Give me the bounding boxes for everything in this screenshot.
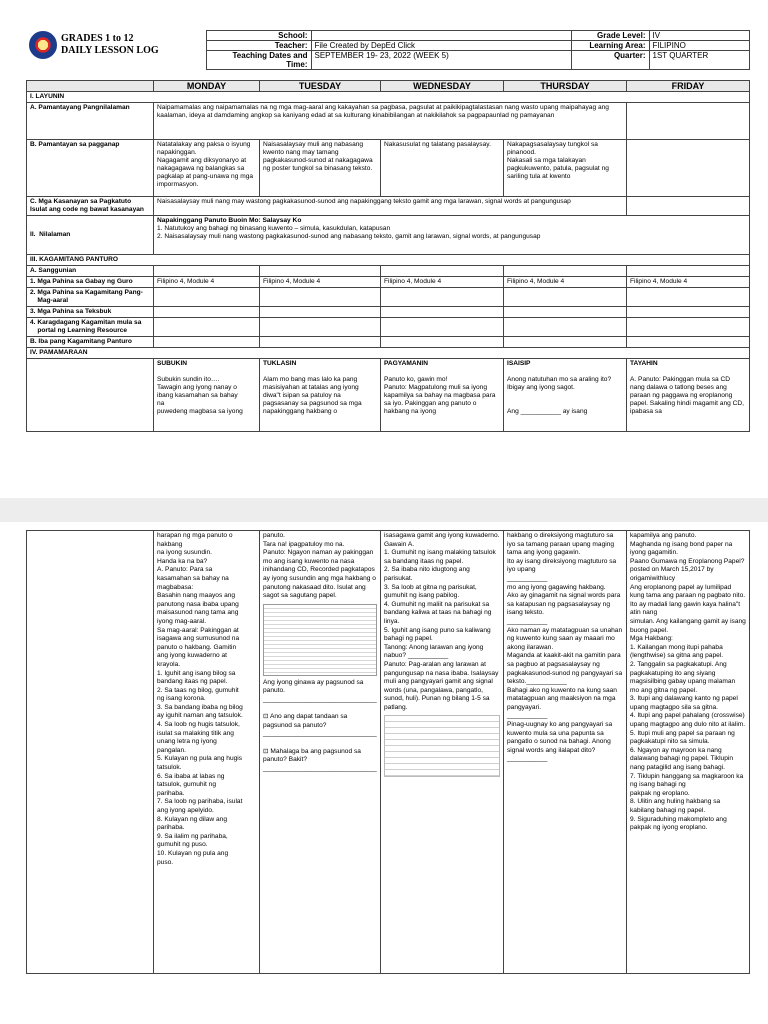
label-pamantayan-pagganap: B. Pamantayan sa pagganap [27,140,154,197]
header-table [26,30,750,70]
day-monday: MONDAY [154,81,260,92]
deped-seal-icon [29,31,57,59]
tayahin-text: A. Panuto: Pakinggan mula sa CD nang dalawa o tatlong beses ang paraan ng paggawa ng eroplanong papel. Sakaling hindi magamit ang CD, ipabasa sa [630,376,746,415]
module-monday: Filipino 4, Module 4 [154,277,260,288]
title-grades: GRADES 1 to 12 [61,32,134,44]
module-wednesday: Filipino 4, Module 4 [381,277,504,288]
pagganap-friday [627,140,750,197]
pagganap-tuesday: Naisasalaysay muli ang nabasang kwento nang may tamang pagkakasunod-sunod at nakagagawa ng poster tungkol sa binasang teksto. [260,140,381,197]
label-kagamitang-mag-aaral: 2. Mga Pahina sa Kagamitang Pang- Mag-aaral [27,288,154,307]
tuklasin-questions: Ang iyong ginawa ay pagsunod sa panuto. _______________________________ ⊡ Ano ang dapat tandaan sa pagsunod sa panuto? _______________________________ ⊡ Mahalaga ba ang pagsunod sa panuto? Bakit? _______________________________ [263,678,377,772]
dates-value: SEPTEMBER 19- 23, 2022 (WEEK 5) [311,51,571,70]
pagganap-thursday: Nakapagsasalaysay tungkol sa pinanood. Nakasali sa mga talakayan pagkukuwento, patula, pagsulat ng sariling tula at kwento [504,140,627,197]
module-tuesday: Filipino 4, Module 4 [260,277,381,288]
heading-pagyamanin: PAGYAMANIN [384,360,428,367]
pagganap-wednesday: Nakasusulat ng talatang pasalaysay. [381,140,504,197]
continued-friday: kapamilya ang panuto. Maghanda ng isang bond paper na iyong gagamitin. Paano Gumawa ng Eroplanong Papel? posted on March 15,2017 by origamiwithlucy Ang eroplanong papel ay lumilipad kung tama ang paraan ng pagbato nito. Ito ay madali lang gawin kaya halina"t atin nang simulan. Ang kailangang gamit ay isang buong papel. Mga Hakbang: 1. Kailangan mong itupi pahaba (lengthwise) sa gitna ang papel. 2. Tanggalin sa pagkakatupi. Ang pagkakatuping ito ang siyang magsisilbing gabay upang malaman mo ang gitna ng papel. 3. Itupi ang dalawang kanto ng papel upang magtagpo sila sa gitna. 4. Itupi ang papel pahalang (crosswise) upang magtagpo ang dulo nito at ilalim. 5. Itupi muli ang papel sa paraan ng pagkakatupi nito sa simula. 6. Ngayon ay mayroon ka nang dalawang bahagi ng papel. Tiklupin nang patagilid ang isang bahagi. 7. Tiklupin hanggang sa magkaroon ka ng isang bahagi ng pakpak ng eroplano. 8. Ulitin ang huling hakbang sa kabilang bahagi ng papel. 9. Siguraduhing makompleto ang pakpak ng iyong eroplano. [627,531,750,974]
label-sanggunian: A. Sanggunian [27,266,154,277]
page-gap [0,498,768,522]
label-teksbuk: 3. Mga Pahina sa Teksbuk [27,307,154,318]
teacher-label: Teacher: [206,41,311,51]
story-text-image [263,604,377,676]
pamamaraan-label-cell [27,359,154,432]
title-dll: DAILY LESSON LOG [61,44,159,56]
day-friday: FRIDAY [627,81,750,92]
nilalaman-cell [154,216,750,255]
section-pamamaraan: IV. PAMAMARAAN [27,348,750,359]
label-iba-pang-kagamitan: B. Iba pang Kagamitang Panturo [27,337,154,348]
area-value: FILIPINO [649,41,749,51]
title-block [26,31,206,70]
pamamaraan-wednesday [381,359,504,432]
continued-wednesday [381,531,504,974]
area-label: Learning Area: [571,41,649,51]
heading-tayahin: TAYAHIN [630,360,658,367]
heading-subukin: SUBUKIN [157,360,188,367]
tuklasin-text: Alam mo bang mas lalo ka pang masisiyahan at tatalas ang iyong diwa"t isipan sa patuloy na pagsasanay sa pagsunod sa mga napakinggang hakbang o [263,376,364,415]
dll-table [26,80,750,432]
kasanayan-text: Naisasalaysay muli nang may wastong pagkakasunod-sunod ang napakinggang teksto gamit ang mga larawan, signal words at pangungusap [154,197,627,216]
tuklasin-continued: panuto. Tara na! ipagpatuloy mo na. Panuto: Ngayon naman ay pakinggan mo ang isang kuwento na nasa inihandang CD, Recorded pagkatapos ay iyong susundin ang mga hakbang o panutong nakasaad dito. Isulat ang sagot sa sagutang papel. [263,532,376,600]
corner-cell [27,81,154,92]
day-tuesday: TUESDAY [260,81,381,92]
isaisip-text: Anong natutuhan mo sa araling ito? Ibigay ang iyong sagot. Ang ___________ ay isang [507,376,612,415]
label-pamantayang-pangnilalaman: A. Pamantayang Pangnilalaman [27,103,154,140]
heading-isaisip: ISAISIP [507,360,531,367]
subukin-text: Subukin sundin ito…. Tawagin ang iyong nanay o ibang kasamahan sa bahay na puwedeng magbasa sa iyong [157,376,243,415]
pamamaraan-tuesday [260,359,381,432]
heading-tuklasin: TUKLASIN [263,360,297,367]
day-thursday: THURSDAY [504,81,627,92]
day-wednesday: WEDNESDAY [381,81,504,92]
school-label: School: [206,31,311,41]
section-layunin: I. LAYUNIN [27,92,750,103]
continued-monday: harapan ng mga panuto o hakbang na iyong susundin. Handa ka na ba? A. Panuto: Para sa kasamahan sa bahay na magbabasa: Basahin nang maayos ang panutong nasa ibaba upang maisasunod nang tama ang iyong mag-aaral. Sa mag-aaral: Pakinggan at isagawa ang sumusunod na panuto o hakbang. Gamitin ang iyong kuwaderno at krayola. 1. Iguhit ang isang bilog sa bandang itaas ng papel. 2. Sa taas ng bilog, gumuhit ng isang korona. 3. Sa bandang ibaba ng bilog ay iguhit naman ang tatsulok. 4. Sa loob ng hugis tatsulok, isulat sa malaking titik ang unang letra ng iyong pangalan. 5. Kulayan ng pula ang hugis tatsulok. 6. Sa ibaba at labas ng tatsulok, gumuhit ng parihaba. 7. Sa loob ng parihaba, isulat ang iyong apelyido. 8. Kulayan ng dilaw ang parihaba. 9. Sa ilalim ng parihaba, gumuhit ng puso. 10. Kulayan ng pula ang puso. [154,531,260,974]
quarter-label: Quarter: [571,51,649,70]
dll-table-continued [26,530,750,974]
nilalaman-text: 1. Natutukoy ang bahagi ng binasang kuwento – simula, kasukdulan, katapusan 2. Naisasalaysay muli nang wastong pagkakasunod-sunod ang nabasang teksto, gamit ang larawan, signal words, at pangungusap [157,225,541,240]
nilalaman-title: Napakinggang Panuto Buoin Mo: Salaysay Ko [157,217,302,224]
module-friday: Filipino 4, Module 4 [627,277,750,288]
page-1 [0,0,768,498]
continued-tuesday [260,531,381,974]
pamantayang-pangnilalaman-text: Naipamamalas ang naipamamalas na ng mga mag-aaral ang kakayahan sa pagbasa, pagsulat at paikikipagtalastasan nang wasto upang maipahayag ang kaalaman, ideya at damdaming angkop sa kaniyang edad at sa kulturang kinabibilangan at nakikilahok sa pagpapaunlad ng pamayanan [154,103,627,140]
label-nilalaman: II. Nilalaman [27,216,154,255]
section-kagamitan: III. KAGAMITANG PANTURO [27,255,750,266]
empty-cell [627,197,750,216]
quarter-value: 1ST QUARTER [649,51,749,70]
pagyamanin-continued: isasagawa gamit ang iyong kuwaderno. Gawain A. 1. Gumuhit ng isang malaking tatsulok sa bandang itaas ng papel. 2. Sa ibaba nito idugtong ang parisukat. 3. Sa loob at gitna ng parisukat, gumuhit ng isang pabilog. 4. Gumuhit ng maliit na parisukat sa bandang kaliwa at taas na bahagi ng linya. 5. Iguhit ang isang puno sa kaliwang bahagi ng papel. Tanong: Anong larawan ang iyong nabuo? ___________ Panuto: Pag-aralan ang larawan at pangungusap na nasa ibaba. Isalaysay muli ang pangyayari gamit ang signal words (una, pangalawa, pangatlo, sunod, huli). Punan ng bilang 1-5 sa patlang. [384,532,500,711]
label-karagdagang-kagamitan: 4. Karagdagang Kagamitan mula sa portal ng Learning Resource [27,318,154,337]
teacher-value: File Created by DepEd Click [311,41,571,51]
continued-thursday: hakbang o direksiyong magtuturo sa iyo sa tamang paraan upang maging tama ang iyong gagawin. Ito ay isang direksiyong magtuturo sa iyo upang ___________ mo ang iyong gagawing hakbang. Ako ay ginagamit na signal words para sa katapusan ng pagsasalaysay ng isang teksto. ___________ Ako naman ay matatagpuan sa unahan ng kuwento kung saan ay maaari mo akong ilarawan. Maganda at kaakit-akit na gamitin para sa pagbuo at pagsasalaysay ng pagkakasunod-sunod ng pangyayari sa teksto.___________ Bahagi ako ng kuwento na kung saan matatagpuan ang maaksiyon na mga pangyayari. ___________ Pinag-uugnay ko ang pangyayari sa kuwento mula sa una papunta sa pangatlo o sunod na bahagi. Anong signal words ang ilalapat dito? ___________ [504,531,627,974]
continued-label-cell [27,531,154,974]
pamamaraan-thursday [504,359,627,432]
pagyamanin-text: Panuto ko, gawin mo! Panuto: Magpatulong muli sa iyong kapamilya sa bahay na magbasa para sa iyo. Pakinggan ang panuto o hakbang na iyong [384,376,496,415]
sequence-pictures-image [384,715,500,777]
empty-cell [627,103,750,140]
pamamaraan-friday [627,359,750,432]
school-value [311,31,571,41]
pamamaraan-monday [154,359,260,432]
label-gabay-guro: 1. Mga Pahina sa Gabay ng Guro [27,277,154,288]
dates-label: Teaching Dates and Time: [206,51,311,70]
grade-label: Grade Level: [571,31,649,41]
pagganap-monday: Natatalakay ang paksa o isyung napakinggan. Nagagamit ang diksyonaryo at nakagagawa ng balangkas sa pagkalap at pang-unawa ng mga impormasyon. [154,140,260,197]
label-kasanayan: C. Mga Kasanayan sa Pagkatuto Isulat ang code ng bawat kasanayan [27,197,154,216]
module-thursday: Filipino 4, Module 4 [504,277,627,288]
grade-value: IV [649,31,749,41]
